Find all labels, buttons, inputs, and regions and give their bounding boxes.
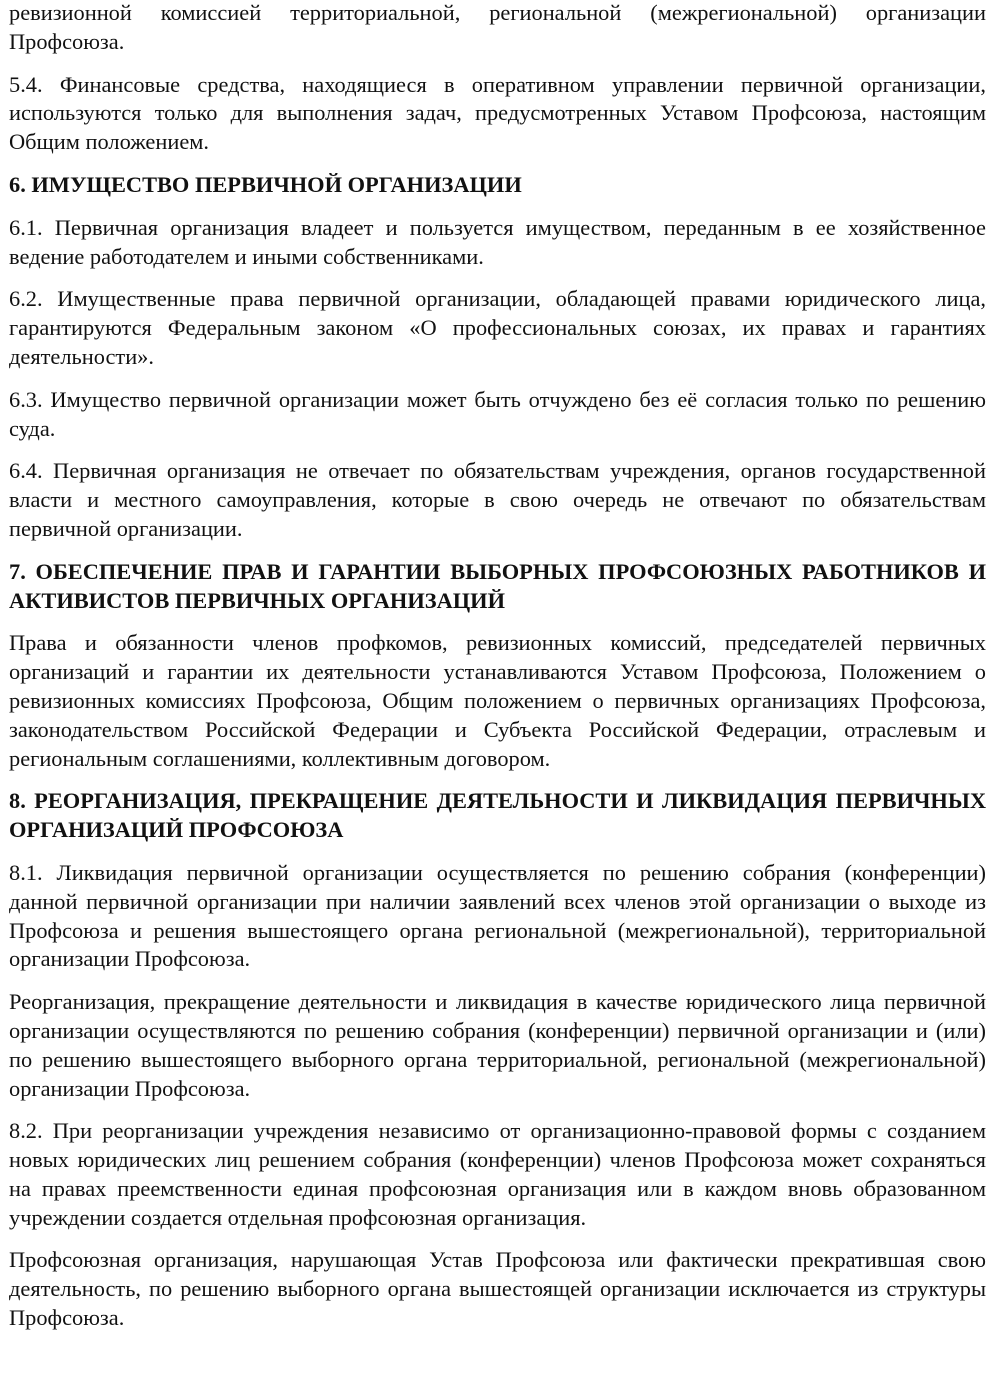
section-8-heading: 8. РЕОРГАНИЗАЦИЯ, ПРЕКРАЩЕНИЕ ДЕЯТЕЛЬНОСТИ И ЛИКВИДАЦИЯ ПЕРВИЧНЫХ ОРГАНИЗАЦИЙ ПРОФСОЮЗА (9, 788, 986, 843)
paragraph-6-2: 6.2. Имущественные права первичной организации, обладающей правами юридического лица, гарантируются Федеральным законом «О профессиональных союзах, их правах и гарантиях деятельности». (9, 286, 986, 369)
paragraph-5-3-continuation: ревизионной комиссией территориальной, региональной (межрегиональной) организации Профсоюза. (9, 0, 986, 54)
paragraph-8-2-exclusion: Профсоюзная организация, нарушающая Устав Профсоюза или фактически прекратившая свою деятельность, по решению выборного органа вышестоящей организации исключается из структуры Профсоюза. (9, 1247, 986, 1331)
paragraph-5-4: 5.4. Финансовые средства, находящиеся в оперативном управлении первичной организации, используются только для выполнения задач, предусмотренных Уставом Профсоюза, настоящим Общим положением. (9, 71, 986, 155)
paragraph-6-4: 6.4. Первичная организация не отвечает по обязательствам учреждения, органов государственной власти и местного самоуправления, которые в свою очередь не отвечают по обязательствам первичной организации. (9, 458, 986, 541)
paragraph-8-2: 8.2. При реорганизации учреждения независимо от организационно-правовой формы с созданием новых юридических лиц решением собрания (конференции) членов Профсоюза может сохраняться на правах преемственности единая профсоюзная организация или в каждом вновь образованном учреждении создается отдельная профсоюзная организация. (9, 1118, 986, 1230)
paragraph-6-3: 6.3. Имущество первичной организации может быть отчуждено без её согласия только по решению суда. (9, 386, 986, 441)
paragraph-7-rights: Права и обязанности членов профкомов, ревизионных комиссий, председателей первичных организаций и гарантии их деятельности устанавливаются Уставом Профсоюза, Положением о ревизионных комиссиях Профсоюза, Общим положением о первичных организациях Профсоюза, законодательством Российской Федерации и Субъекта Российской Федерации, отраслевым и региональным соглашениями, коллективным договором. (9, 630, 986, 771)
paragraph-8-1-reorganization: Реорганизация, прекращение деятельности и ликвидация в качестве юридического лица первичной организации осуществляются по решению собрания (конференции) первичной организации и (или) по решению вышестоящего выборного органа территориальной, региональной (межрегиональной) организации Профсоюза. (9, 989, 986, 1101)
section-6-heading: 6. ИМУЩЕСТВО ПЕРВИЧНОЙ ОРГАНИЗАЦИИ (9, 171, 522, 197)
paragraph-6-1: 6.1. Первичная организация владеет и пользуется имуществом, переданным в ее хозяйственное ведение работодателем и иными собственниками. (9, 214, 986, 269)
section-7-heading: 7. ОБЕСПЕЧЕНИЕ ПРАВ И ГАРАНТИИ ВЫБОРНЫХ ПРОФСОЮЗНЫХ РАБОТНИКОВ И АКТИВИСТОВ ПЕРВИЧНЫХ ОРГАНИЗАЦИЙ (9, 558, 986, 613)
paragraph-8-1: 8.1. Ликвидация первичной организации осуществляется по решению собрания (конференции) данной первичной организации при наличии заявлений всех членов этой организации о выходе из Профсоюза и решения вышестоящего органа региональной (межрегиональной), территориальной организации Профсоюза. (9, 859, 986, 972)
